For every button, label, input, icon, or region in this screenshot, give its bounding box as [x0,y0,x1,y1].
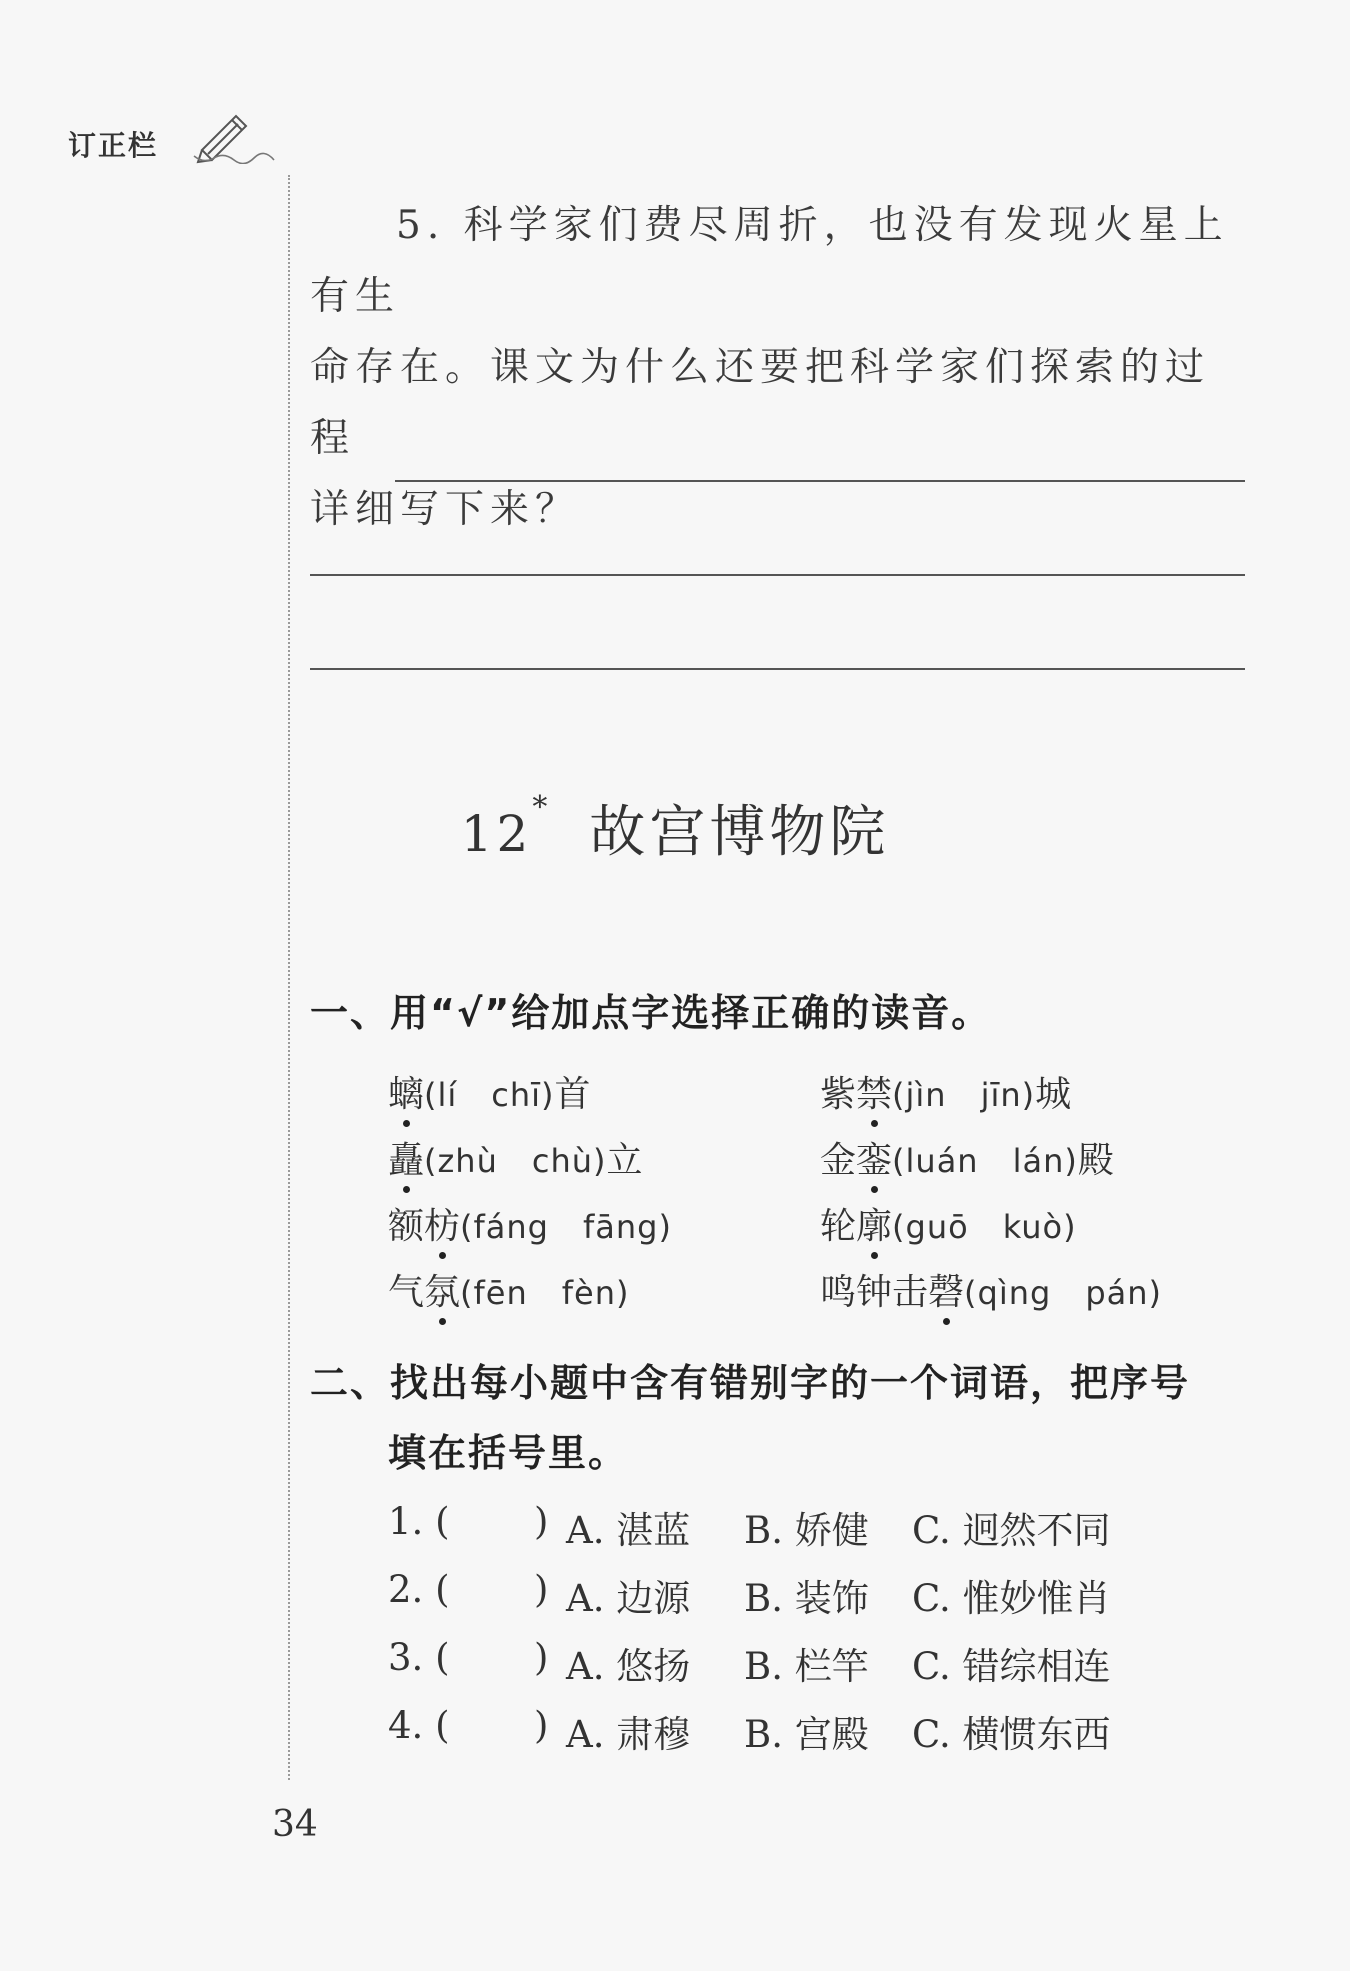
pinyin-item [388,1264,629,1315]
pinyin-option[interactable]: fáng [473,1208,549,1246]
open-paren: ( [424,1076,438,1114]
pinyin-option[interactable]: qìng [977,1274,1052,1312]
pinyin-option[interactable]: fāng [582,1208,659,1246]
section-2-heading [310,1348,1270,1488]
pinyin-item [388,1132,643,1183]
open-paren: ( [892,1076,906,1114]
option-a: A. 湛蓝 [566,1509,691,1552]
question-5-line-2: 命存在。课文为什么还要把科学家们探索的过程 [310,345,1211,461]
word-prefix: 金 [820,1140,857,1181]
pinyin-option[interactable]: fèn [561,1274,616,1312]
pinyin-option[interactable]: zhù [437,1142,498,1180]
open-paren: ( [460,1208,474,1246]
pinyin-option[interactable]: fēn [473,1274,528,1312]
pinyin-option[interactable]: guō [905,1208,969,1246]
word-prefix: 紫 [820,1074,857,1115]
open-paren: ( [424,1142,438,1180]
close-paren: ) [541,1076,555,1114]
word-prefix: 鸣钟击 [820,1272,929,1313]
pinyin-item [820,1264,1162,1315]
answer-line-3[interactable] [310,668,1245,670]
option-a: A. 边源 [566,1577,691,1620]
pinyin-option[interactable]: chù [531,1142,594,1180]
lesson-number: 12 [460,805,533,863]
question-number: 4. ( [388,1704,450,1747]
open-paren: ( [892,1208,906,1246]
pinyin-option[interactable]: kuò [1002,1208,1064,1246]
close-paren: ) [658,1208,672,1246]
answer-line-1[interactable] [395,480,1245,482]
question-number: 2. ( [388,1568,450,1611]
question-5-line-1: 5. 科学家们费尽周折，也没有发现火星上有生 [310,203,1229,319]
section-2-heading-line-2: 填在括号里。 [388,1431,629,1475]
answer-bracket[interactable]: ) [534,1704,549,1747]
pinyin-option[interactable]: pán [1085,1274,1149,1312]
dotted-character: 禁 [856,1066,892,1117]
option-a: A. 肃穆 [566,1713,691,1756]
option-c: C. 惟妙惟肖 [912,1577,1111,1620]
page-number: 34 [272,1804,318,1845]
option-c: C. 迥然不同 [912,1509,1111,1552]
word-suffix: 殿 [1077,1140,1114,1181]
answer-bracket[interactable]: ) [534,1636,549,1679]
pinyin-option[interactable]: lán [1012,1142,1065,1180]
close-paren: ) [1064,1142,1078,1180]
option-a: A. 悠扬 [566,1645,691,1688]
question-5-line-3: 详细写下来？ [310,487,581,532]
close-paren: ) [1148,1274,1162,1312]
margin-divider [288,175,290,1780]
dotted-character: 枋 [424,1198,460,1249]
word-prefix: 轮 [820,1206,857,1247]
answer-line-2[interactable] [310,574,1245,576]
pinyin-option[interactable]: luán [905,1142,979,1180]
close-paren: ) [593,1142,607,1180]
close-paren: ) [1021,1076,1036,1114]
pencil-icon [190,108,276,164]
option-b: B. 栏竿 [744,1645,869,1688]
option-c: C. 横惯东西 [912,1713,1111,1756]
question-number: 3. ( [388,1636,450,1679]
word-prefix: 气 [388,1272,425,1313]
question-number: 1. ( [388,1500,450,1543]
open-paren: ( [892,1142,906,1180]
answer-bracket[interactable]: ) [534,1500,549,1543]
lesson-star: * [532,790,552,825]
option-b: B. 装饰 [744,1577,869,1620]
pinyin-item [820,1132,1114,1183]
close-paren: ) [615,1274,630,1312]
dotted-character: 銮 [856,1132,892,1183]
open-paren: ( [964,1274,978,1312]
dotted-character: 氛 [424,1264,460,1315]
pinyin-option[interactable]: jīn [980,1076,1022,1114]
pinyin-option[interactable]: lí [437,1076,458,1114]
pinyin-item [388,1066,591,1117]
word-suffix: 首 [554,1074,591,1115]
pinyin-item [388,1198,672,1249]
word-suffix: 城 [1035,1074,1072,1115]
word-suffix: 立 [606,1140,643,1181]
section-2-heading-line-1: 二、找出每小题中含有错别字的一个词语，把序号 [310,1361,1191,1405]
option-b: B. 宫殿 [744,1713,869,1756]
close-paren: ) [1063,1208,1077,1246]
pinyin-option[interactable]: chī [491,1076,542,1114]
option-b: B. 娇健 [744,1509,869,1552]
word-prefix: 额 [388,1206,425,1247]
lesson-title [0,788,1350,868]
answer-bracket[interactable]: ) [534,1568,549,1611]
option-c: C. 错综相连 [912,1645,1111,1688]
correction-column-label: 订正栏 [68,129,159,162]
lesson-name: 故宫博物院 [589,800,890,865]
pinyin-option[interactable]: jìn [905,1076,947,1114]
section-1-heading: 一、用“√”给加点字选择正确的读音。 [310,991,992,1035]
question-5 [310,190,1250,545]
dotted-character: 磬 [928,1264,964,1315]
pinyin-item [820,1066,1071,1117]
open-paren: ( [460,1274,474,1312]
dotted-character: 廓 [856,1198,892,1249]
dotted-character: 螭 [388,1066,424,1117]
dotted-character: 矗 [388,1132,424,1183]
pinyin-item [820,1198,1077,1249]
